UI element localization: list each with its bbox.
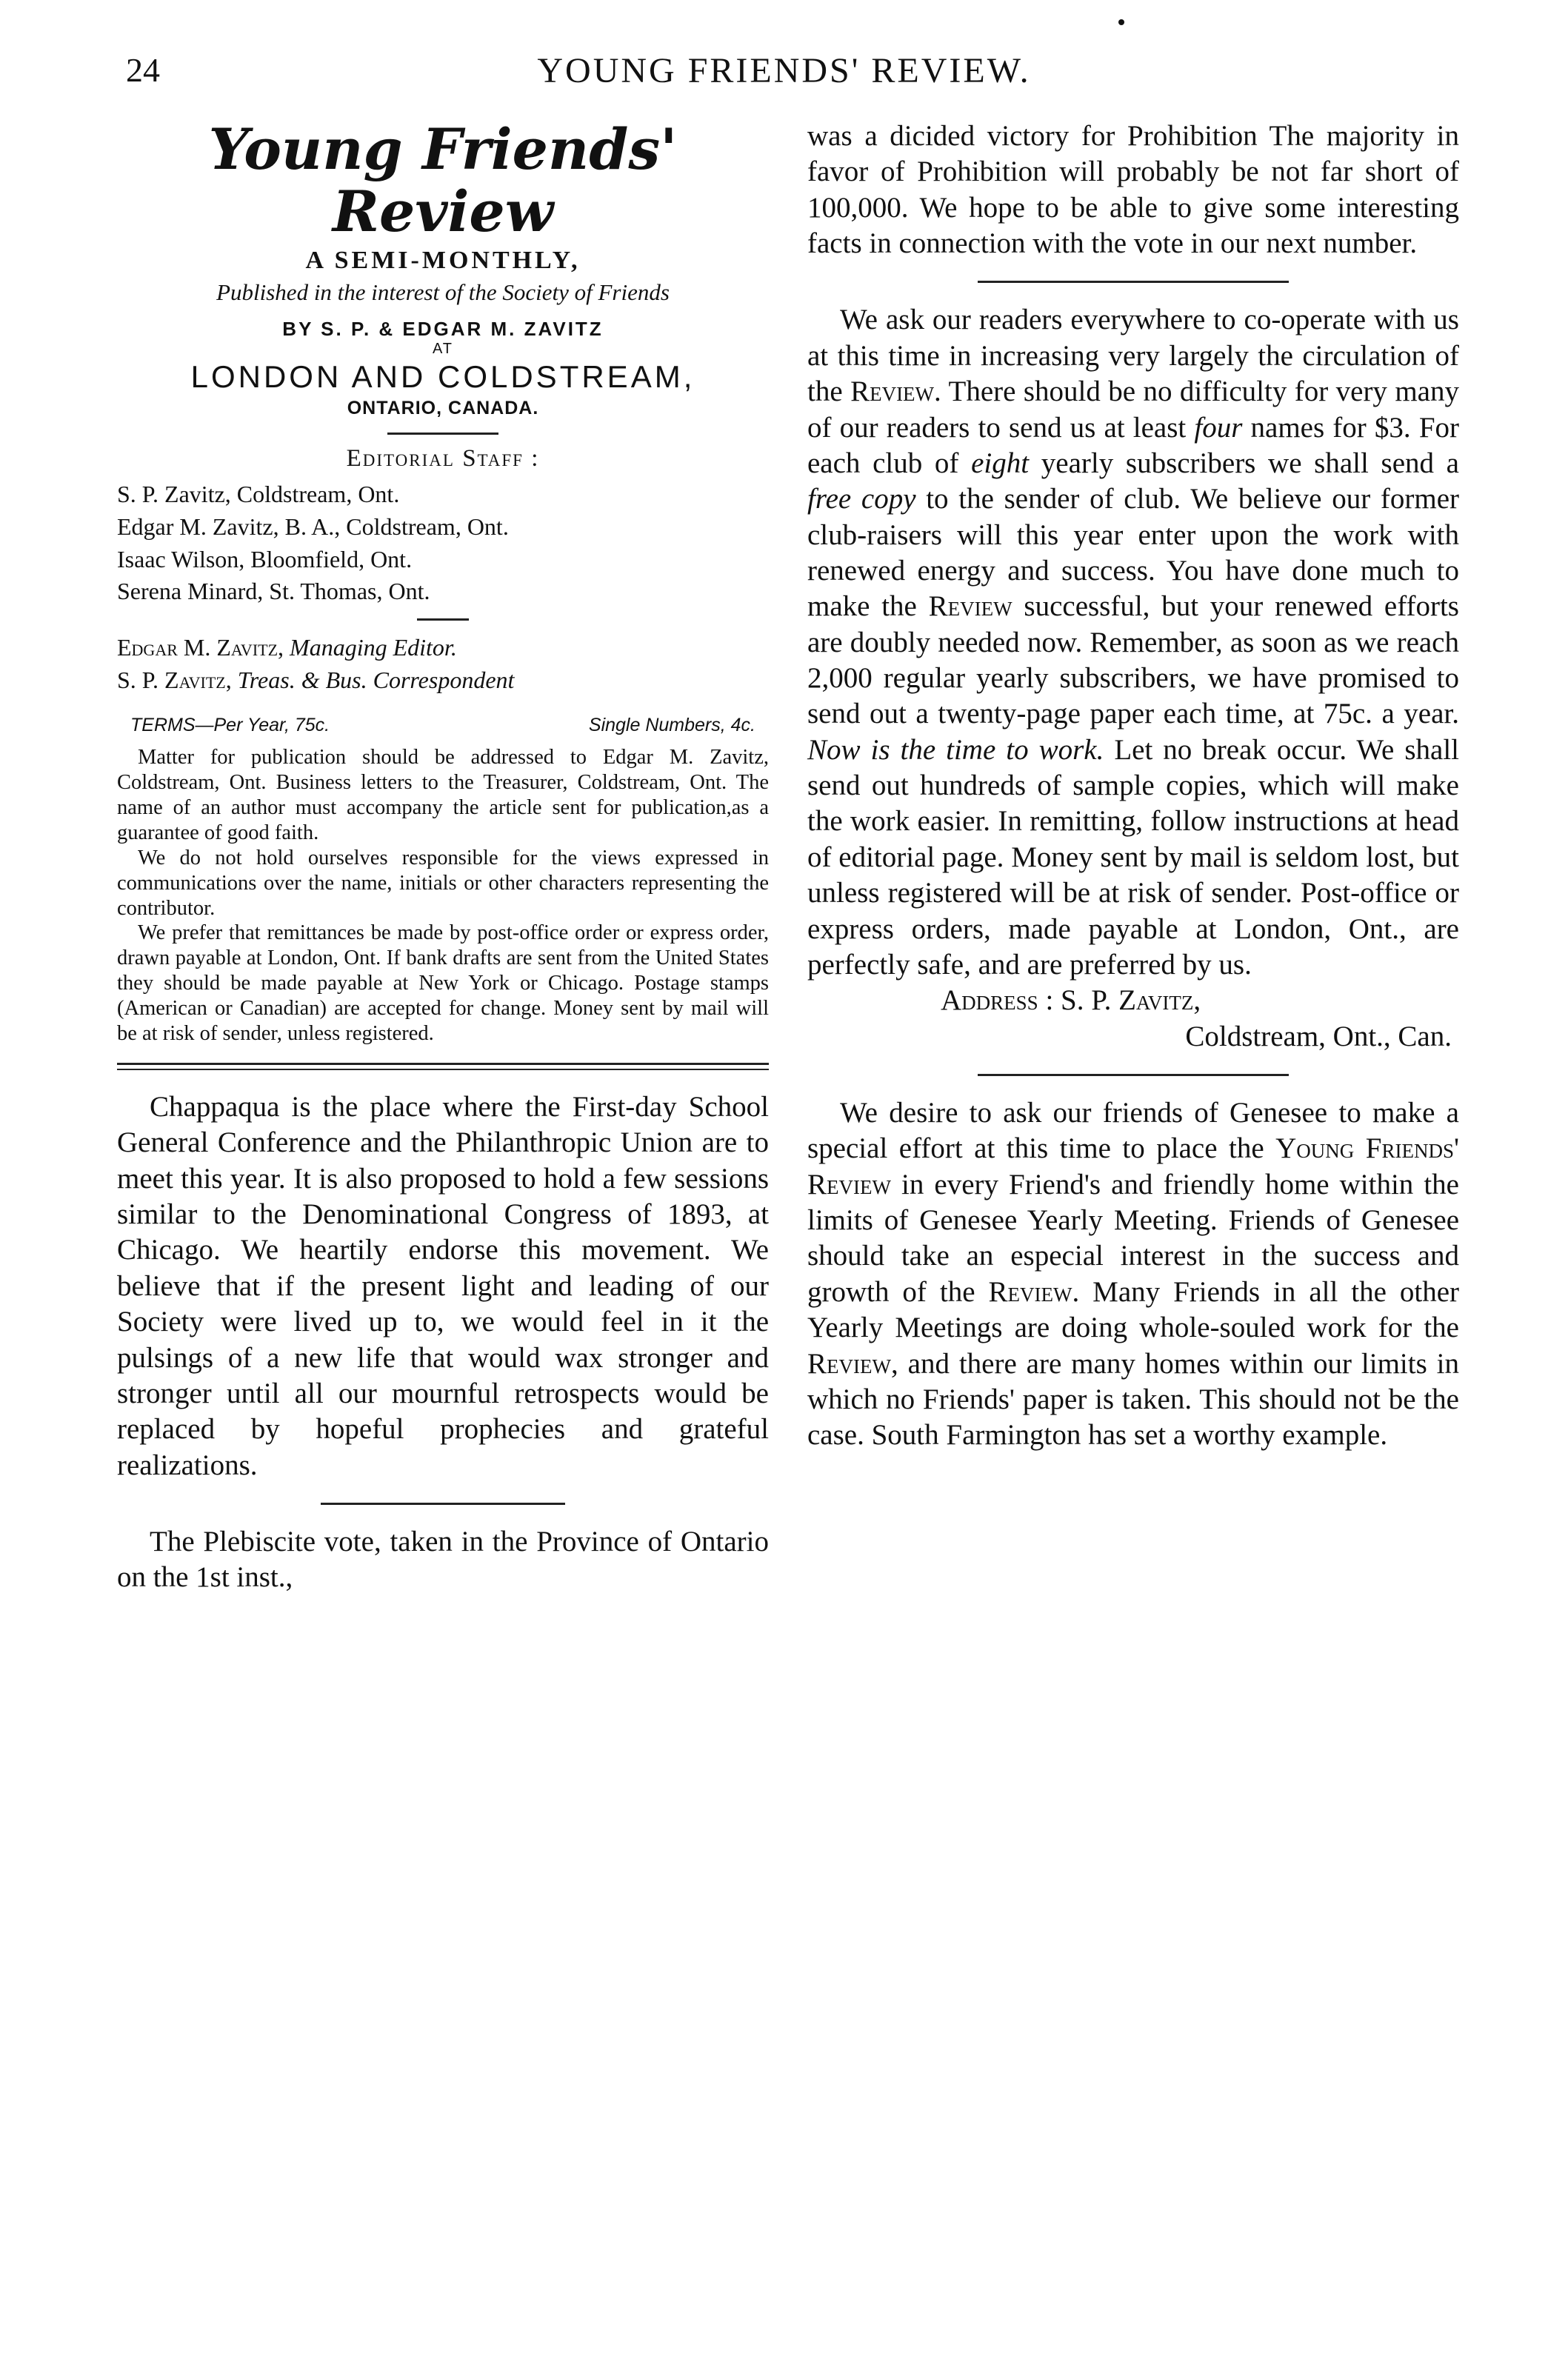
staff-member: Isaac Wilson, Bloomfield, Ont.: [117, 545, 413, 572]
article-chappaqua: Chappaqua is the place where the First-day School General Conference and the Philanthropic Union are to meet this year. It is also proposed to hold a few sessions similar to the Denominational Congress of 1893, at Chicago. We heartily endorse this movement. We believe that if the present light and leading of our Society were lived up to, we would feel in it the pulsings of a new life that would wax stronger and stronger until all our mournful retrospects would be replaced by hopeful prophecies and grateful realizations.: [117, 1091, 769, 1481]
divider: [387, 433, 498, 435]
text-run: yearly subscribers we shall send a: [1029, 447, 1459, 479]
notice-paragraph: We prefer that remittances be made by post-office order or express order, drawn payable at London, Ont. If bank drafts are sent from the United States they should be made payable at New York or Chicago. Postage stamps (American or Canadian) are accepted for change. Money sent by mail will be at risk of sender, unless registered.: [117, 921, 769, 1046]
terms-line: [130, 715, 755, 736]
text-run: We desire to ask our friends of Genesee to make a special effort at this time to place the: [807, 1096, 1459, 1165]
article-plebiscite-start: The Plebiscite vote, taken in the Province of Ontario on the 1st inst.,: [117, 1525, 769, 1594]
text-run: in every Friend's and friendly home within the limits of Genesee Yearly Meeting. Friends of Genesee should take an especial interest in the success and growth of the: [807, 1168, 1459, 1308]
treasurer-role: Treas. & Bus. Correspondent: [237, 667, 515, 694]
double-divider: [117, 1063, 769, 1070]
text-run: Now is the time to work.: [807, 733, 1104, 766]
text-run: eight: [971, 447, 1030, 479]
text-run: , and there are many homes within our limits in which no Friends' paper is taken. This should not be the case. South Farmington has set a worthy example.: [807, 1347, 1459, 1452]
divider: [978, 1074, 1289, 1076]
masthead-subtitle: A SEMI-MONTHLY,: [305, 247, 581, 275]
terms-per-year: TERMS—Per Year, 75c.: [130, 715, 330, 736]
text-run: Review: [988, 1275, 1072, 1308]
article-readers: [807, 302, 1459, 983]
address-line: Coldstream, Ont., Can.: [1185, 1020, 1452, 1052]
text-run: Young Friends' Review: [807, 1132, 1459, 1201]
text-run: Let no break occur. We shall send out hundreds of sample copies, which will make the work easier. In remitting, follow instructions at head of editorial page. Money sent by mail is seldom lost, but unless registered will be at risk of sender. Post-office or express orders, made payable at London, Ont., are perfectly safe, and are preferred by us.: [807, 733, 1459, 981]
staff-heading: Editorial Staff :: [346, 445, 540, 473]
staff-member: Edgar M. Zavitz, B. A., Coldstream, Ont.: [117, 513, 509, 540]
terms-single: Single Numbers, 4c.: [588, 715, 755, 736]
masthead-location: LONDON AND COLDSTREAM,: [190, 359, 695, 395]
managing-editor: [117, 631, 769, 664]
notice-paragraph: We do not hold ourselves responsible for the views expressed in communications over the name, initials or other characters representing the contributor.: [117, 846, 769, 920]
notice-paragraph: Matter for publication should be addressed to Edgar M. Zavitz, Coldstream, Ont. Business letters to the Treasurer, Coldstream, Ont. The name of an author must accompany the article sent for publication,as a guarantee of good faith.: [117, 746, 769, 844]
address-line: Address : S. P. Zavitz,: [941, 984, 1201, 1017]
text-run: Review: [807, 1347, 891, 1380]
text-run: . There should be no difficulty for very many of our readers to send us at least: [807, 375, 1459, 444]
text-run: names for $3. For each club of: [807, 411, 1459, 479]
masthead-at: AT: [432, 341, 454, 358]
text-run: We ask our readers everywhere to co-operate with us at this time in increasing very largely the circulation of the: [807, 304, 1459, 408]
text-run: Review: [850, 375, 935, 408]
text-run: free copy: [807, 483, 916, 515]
masthead-published: Published in the interest of the Society of Friends: [216, 279, 670, 306]
treasurer-name: S. P. Zavitz,: [117, 667, 232, 694]
page-number: 24: [126, 51, 160, 89]
divider: [978, 281, 1289, 283]
staff-list: [117, 478, 769, 607]
managing-editor-role: Managing Editor.: [290, 633, 457, 661]
managing-editor-name: Edgar M. Zavitz,: [117, 633, 284, 661]
divider: [321, 1503, 565, 1505]
print-mark: [1118, 19, 1124, 25]
masthead-province: ONTARIO, CANADA.: [347, 398, 539, 419]
running-header: [0, 50, 1568, 102]
text-run: four: [1194, 411, 1243, 444]
text-run: successful, but your renewed efforts are doubly needed now. Remember, as soon as we reach 2,000 regular yearly subscribers, we have promised to send out a twenty-page paper each time, at 75c. a year.: [807, 590, 1459, 730]
running-title: YOUNG FRIENDS' REVIEW.: [537, 51, 1031, 90]
text-run: Review: [928, 590, 1012, 623]
address-block: [807, 983, 1459, 1055]
masthead-title: Young Friends' Review: [208, 116, 678, 244]
masthead-byline: BY S. P. & EDGAR M. ZAVITZ: [282, 318, 604, 341]
staff-member: S. P. Zavitz, Coldstream, Ont.: [117, 481, 400, 508]
right-column: [807, 118, 1459, 1454]
text-run: to the sender of club. We believe our former club-raisers will this year enter upon the work with renewed energy and success. You have done much to make the: [807, 483, 1459, 623]
staff-member: Serena Minard, St. Thomas, Ont.: [117, 578, 430, 605]
left-column: [117, 118, 769, 1596]
text-run: . Many Friends in all the other Yearly Meetings are doing whole-souled work for the: [807, 1275, 1459, 1344]
treasurer: [117, 664, 769, 697]
article-genesee: [807, 1095, 1459, 1454]
article-plebiscite-end: was a dicided victory for Prohibition The majority in favor of Prohibition will probably be not far short of 100,000. We hope to be able to give some interesting facts in connection with the vote in our next number.: [807, 120, 1459, 260]
divider: [417, 618, 469, 621]
